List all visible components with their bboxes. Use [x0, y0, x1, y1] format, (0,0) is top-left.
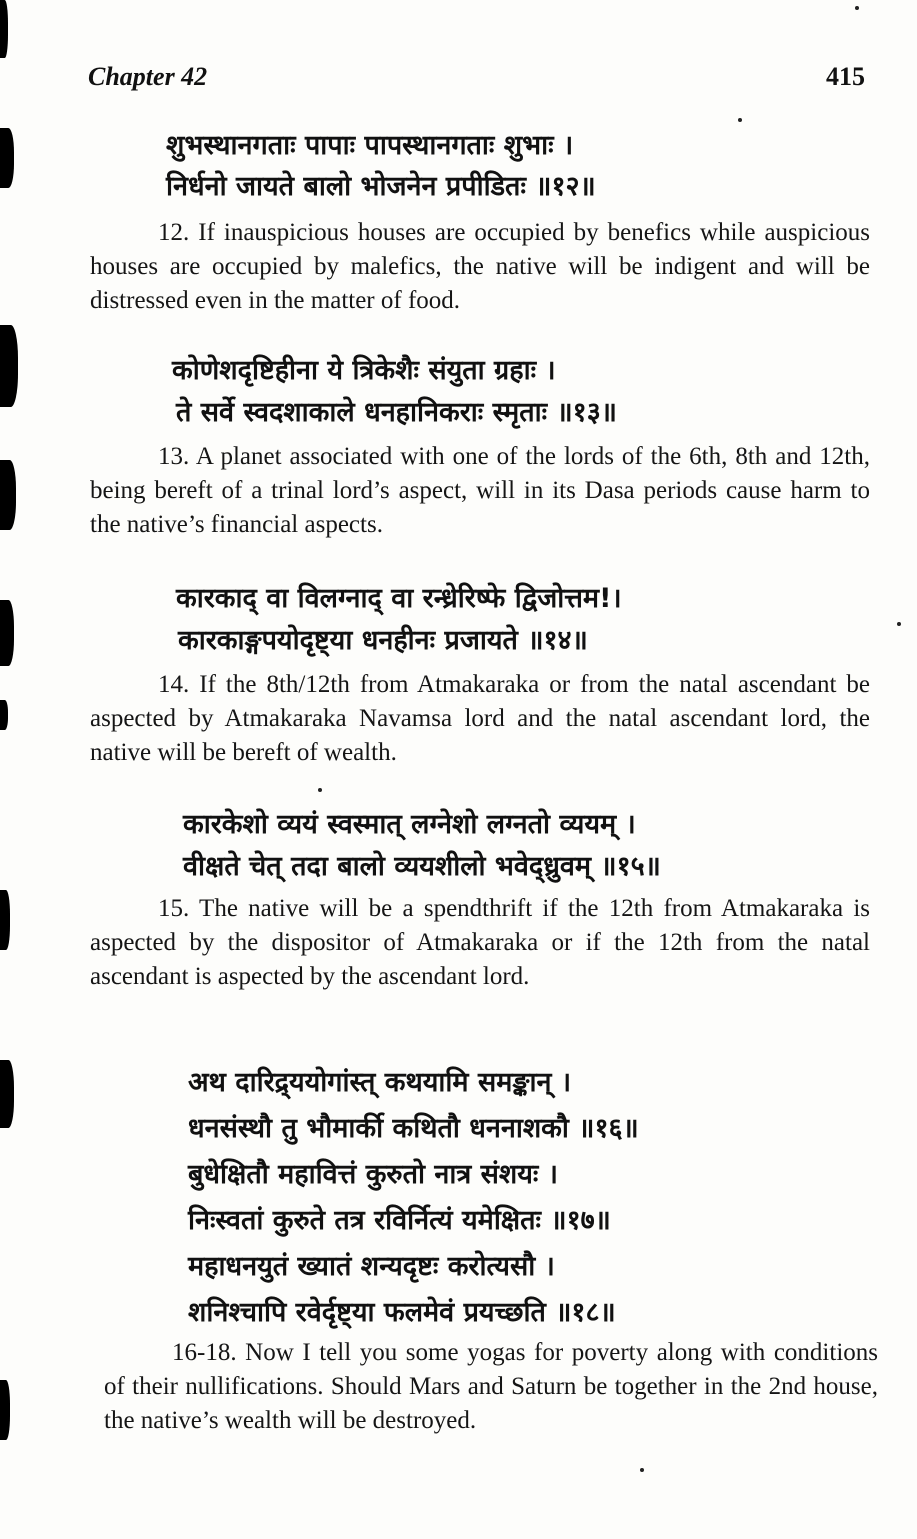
speck — [318, 788, 322, 792]
sanskrit-verse-line: बुधेक्षितौ महावित्तं कुरुतो नात्र संशयः । — [188, 1159, 558, 1190]
translation-text: 14. If the 8th/12th from Atmakaraka or from the natal ascendant be aspected by Atmakaraka Navamsa lord and the natal ascendant lord, the native will be bereft of wealth. — [90, 671, 870, 766]
scan-edge-mark — [0, 0, 8, 58]
sanskrit-verse-line: कारकाङ्गपयोदृष्ट्या धनहीनः प्रजायते ॥१४॥ — [178, 625, 588, 656]
translation-text: 12. If inauspicious houses are occupied by benefics while auspicious houses are occupied by malefics, the native will be indigent and will be distressed even in the matter of food. — [90, 219, 870, 314]
sanskrit-verse-line: निर्धनो जायते बालो भोजनेन प्रपीडितः ॥१२॥ — [166, 171, 596, 202]
scan-edge-mark — [0, 1060, 14, 1128]
translation-paragraph — [104, 1336, 878, 1438]
translation-text: 13. A planet associated with one of the lords of the 6th, 8th and 12th, being bereft of a trinal lord’s aspect, will in its Dasa periods cause harm to the native’s financial aspects. — [90, 443, 870, 538]
translation-text: 15. The native will be a spendthrift if the 12th from Atmakaraka is aspected by the dispositor of Atmakaraka or if the 12th from the natal ascendant is aspected by the ascendant lord. — [90, 895, 870, 990]
scan-edge-mark — [0, 460, 16, 530]
translation-text: 16-18. Now I tell you some yogas for poverty along with conditions of their nullifications. Should Mars and Saturn be together in the 2nd house, the native’s wealth will be destroyed. — [104, 1339, 878, 1434]
translation-paragraph — [90, 892, 870, 994]
sanskrit-verse-line: धनसंस्थौ तु भौमार्की कथितौ धननाशकौ ॥१६॥ — [188, 1113, 639, 1144]
scan-edge-mark — [0, 700, 8, 730]
speck — [855, 6, 859, 10]
scan-edge-mark — [0, 890, 10, 950]
speck — [738, 118, 742, 122]
sanskrit-verse-line: अथ दारिद्र्ययोगांस्त् कथयामि समङ्कान् । — [188, 1067, 572, 1098]
translation-paragraph — [90, 440, 870, 542]
scan-edge-mark — [0, 325, 18, 407]
sanskrit-verse-line: वीक्षते चेत् तदा बालो व्ययशीलो भवेद्ध्रुवम् ॥१५॥ — [183, 851, 661, 882]
sanskrit-verse-line: शुभस्थानगताः पापाः पापस्थानगताः शुभाः । — [166, 130, 574, 161]
scan-edge-mark — [0, 1380, 10, 1440]
sanskrit-verse-line: ते सर्वे स्वदशाकाले धनहानिकराः स्मृताः ॥१३॥ — [176, 397, 617, 428]
sanskrit-verse-line: कारकाद् वा विलग्नाद् वा रन्ध्रेरिष्फे द्विजोत्तम!। — [176, 583, 622, 614]
sanskrit-verse-line: निःस्वतां कुरुते तत्र रविर्नित्यं यमेक्षितः ॥१७॥ — [188, 1205, 611, 1236]
sanskrit-verse-line: शनिश्चापि रवेर्दृष्ट्या फलमेवं प्रयच्छति ॥१८॥ — [188, 1297, 616, 1328]
speck — [897, 622, 901, 626]
scan-edge-mark — [0, 600, 14, 666]
speck — [640, 1468, 644, 1472]
scan-edge-mark — [0, 128, 14, 188]
sanskrit-verse-line: महाधनयुतं ख्यातं शन्यदृष्टः करोत्यसौ । — [188, 1251, 555, 1282]
chapter-heading: Chapter 42 — [88, 62, 208, 91]
sanskrit-verse-line: कारकेशो व्ययं स्वस्मात् लग्नेशो लग्नतो व्ययम् । — [183, 809, 636, 840]
sanskrit-verse-line: कोणेशदृष्टिहीना ये त्रिकेशैः संयुता ग्रहाः । — [172, 355, 556, 386]
page-number: 415 — [826, 62, 865, 91]
translation-paragraph — [90, 668, 870, 770]
translation-paragraph — [90, 216, 870, 318]
